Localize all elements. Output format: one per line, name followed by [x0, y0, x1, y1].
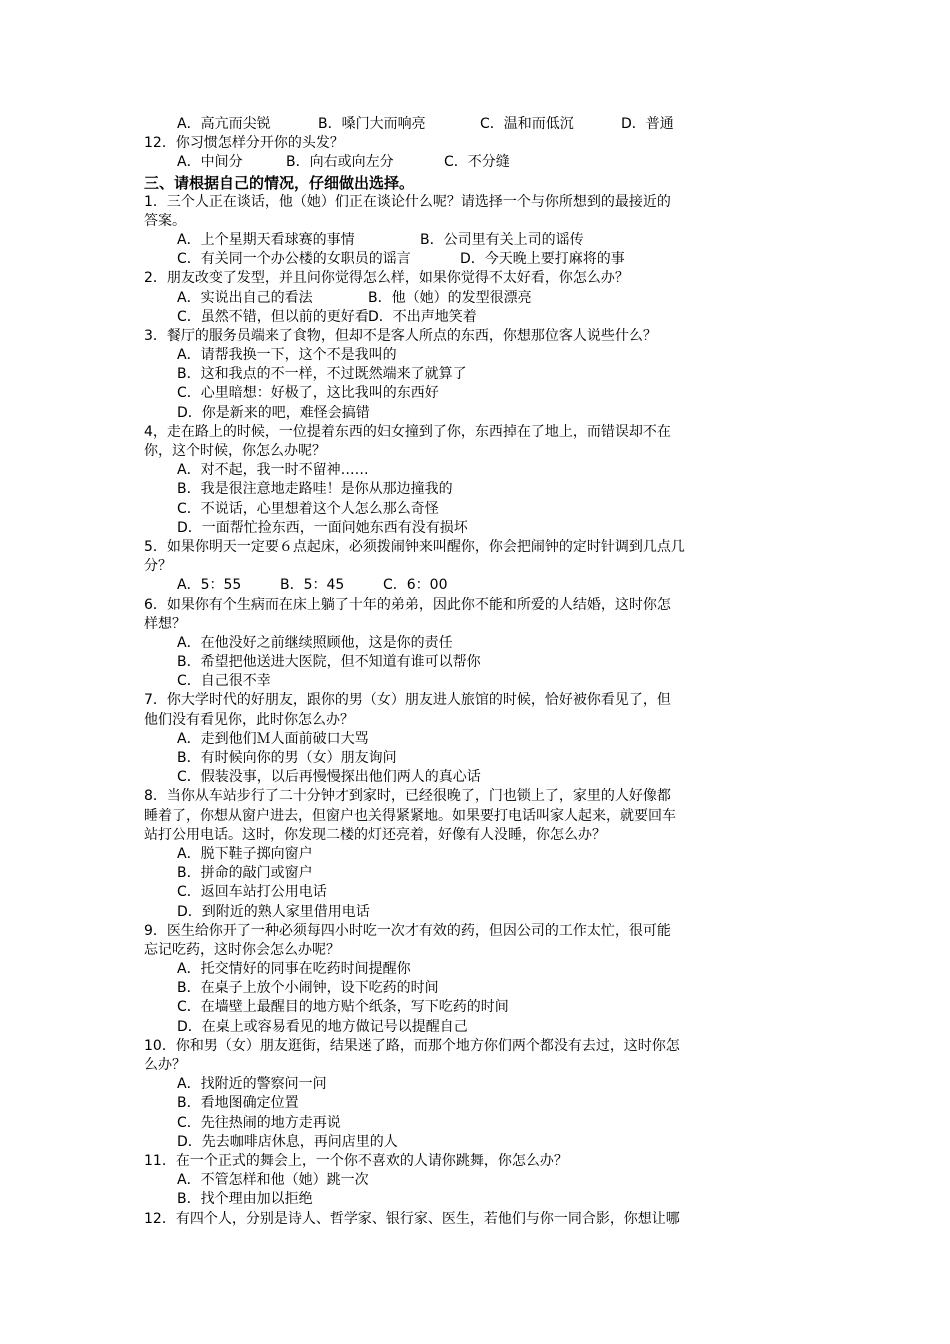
option: D．一面帮忙捡东西，一面问她东西有没有损坏 [177, 519, 468, 536]
option: B．5：45 [280, 577, 345, 594]
option: A．请帮我换一下，这个不是我叫的 [177, 347, 397, 364]
option: B．我是很注意地走路哇！是你从那边撞我的 [177, 481, 453, 498]
option: D．在桌上或容易看见的地方做记号以提醒自己 [177, 1018, 468, 1035]
question-text: 答案。 [144, 212, 186, 229]
option-row [144, 289, 794, 308]
question-block [144, 538, 794, 596]
option: B．公司里有关上司的谣传 [420, 231, 584, 248]
option-row [144, 461, 794, 480]
question-text: 6．如果你有个生病而在床上躺了十年的弟弟，因此你不能和所爱的人结婚，这时你怎 [144, 596, 671, 613]
q11-prev-options [144, 115, 794, 134]
option-row [144, 883, 794, 902]
question-block [144, 269, 794, 327]
question-text: 分？ [144, 558, 172, 575]
option: A．上个星期天看球赛的事情 [177, 231, 355, 248]
question-text: 忘记吃药，这时你会怎么办呢？ [144, 941, 340, 958]
option-row [144, 903, 794, 922]
question-text: 你，这个时候，你怎么办呢？ [144, 443, 326, 459]
option-row [144, 308, 794, 327]
question-text: 5．如果你明天一定要６点起床，必须拨闹钟来叫醒你，你会把闹钟的定时针调到几点几 [144, 538, 685, 555]
option-row [144, 1133, 794, 1152]
option: B．向右或向左分 [286, 154, 394, 171]
question-text: 4，走在路上的时候，一位提着东西的妇女撞到了你，东西掉在了地上，而错误却不在 [144, 423, 671, 440]
question-text: 站打公用电话。这时，你发现二楼的灯还亮着，好像有人没睡，你怎么办？ [144, 826, 606, 843]
option-row [144, 672, 794, 691]
option: D．你是新来的吧，难怪会搞错 [177, 404, 370, 421]
option: C．有关同一个办公楼的女职员的谣言 [177, 251, 411, 268]
option: C．不分缝 [444, 154, 510, 171]
question-text: 11．在一个正式的舞会上，一个你不喜欢的人请你跳舞，你怎么办？ [144, 1152, 568, 1169]
question-text: 12．有四个人，分别是诗人、哲学家、银行家、医生，若他们与你一同合影，你想让哪 [144, 1210, 680, 1227]
option-row [144, 749, 794, 768]
question-text: 1．三个人正在谈话，他（她）们正在谈论什么呢？请选择一个与你所想到的最接近的 [144, 193, 671, 210]
page-content [144, 115, 794, 1229]
question-block [144, 193, 794, 270]
question-text: 么办？ [144, 1057, 186, 1073]
option-row [144, 730, 794, 749]
option-row [144, 768, 794, 787]
option-row [144, 480, 794, 499]
option-row [144, 845, 794, 864]
question-text: 9．医生给你开了一种必须每四小时吃一次才有效的药，但因公司的工作太忙，很可能 [144, 922, 671, 939]
question-text: 睡着了，你想从窗户进去，但窗户也关得紧紧地。如果要打电话叫家人起来，就要回车 [144, 807, 676, 824]
option-row [144, 384, 794, 403]
option-row [144, 998, 794, 1017]
question-block [144, 423, 794, 538]
question-block [144, 1152, 794, 1210]
question-text: 他们没有看见你，此时你怎么办？ [144, 711, 354, 728]
option: A．高亢而尖锐 [177, 116, 271, 132]
option: C．虽然不错，但以前的更好看 [177, 308, 369, 325]
option: A．5：55 [177, 577, 242, 594]
option-row [144, 365, 794, 384]
option-row [144, 960, 794, 979]
option: C．不说话，心里想着这个人怎么那么奇怪 [177, 500, 439, 517]
question-block [144, 327, 794, 423]
question-block [144, 787, 794, 921]
question-text: 12．你习惯怎样分开你的头发？ [144, 135, 344, 152]
option: D．不出声地笑着 [368, 308, 477, 325]
option: B．他（她）的发型很漂亮 [368, 289, 532, 306]
option-row [144, 634, 794, 653]
question-text: 样想？ [144, 615, 186, 632]
option: A．对不起，我一时不留神…… [177, 462, 369, 479]
option-row [144, 404, 794, 423]
option: B．这和我点的不一样，不过既然端来了就算了 [177, 366, 467, 383]
option: B．看地图确定位置 [177, 1095, 299, 1112]
option: C．心里暗想：好极了，这比我叫的东西好 [177, 385, 439, 402]
option: A．在他没好之前继续照顾他，这是你的责任 [177, 634, 453, 651]
option: C．6：00 [383, 577, 448, 594]
option: B．在桌子上放个小闹钟，设下吃药的时间 [177, 980, 439, 997]
option-row [144, 1114, 794, 1133]
question-block [144, 922, 794, 1037]
option: C．先往热闹的地方走再说 [177, 1114, 341, 1131]
option-row [144, 1075, 794, 1094]
option-row [144, 250, 794, 269]
option-row [144, 1018, 794, 1037]
option: B．希望把他送进大医院，但不知道有谁可以帮你 [177, 654, 481, 671]
option-row [144, 1190, 794, 1209]
option: C．在墙壁上最醒目的地方贴个纸条，写下吃药的时间 [177, 999, 509, 1016]
q12-prev-options [144, 153, 794, 172]
option: A．实说出自己的看法 [177, 289, 313, 306]
question-text: 7．你大学时代的好朋友，跟你的男（女）朋友进人旅馆的时候，恰好被你看见了，但 [144, 692, 671, 709]
option: C．假装没事，以后再慢慢探出他们两人的真心话 [177, 769, 481, 786]
option: A．中间分 [177, 154, 243, 171]
option-row [144, 1094, 794, 1113]
option-row [144, 653, 794, 672]
question-block [144, 1210, 794, 1229]
question-text: 2．朋友改变了发型，并且问你觉得怎么样，如果你觉得不太好看，你怎么办？ [144, 270, 629, 287]
question-list [144, 193, 794, 1229]
option: B．拼命的敲门或窗户 [177, 865, 313, 882]
option: C．返回车站打公用电话 [177, 884, 327, 901]
option: D．今天晚上要打麻将的事 [460, 251, 625, 268]
option: B．找个理由加以拒绝 [177, 1191, 313, 1208]
option: A．找附近的警察问一问 [177, 1076, 327, 1093]
option: A．不管怎样和他（她）跳一次 [177, 1172, 369, 1189]
section-heading: 三、请根据自己的情况，仔细做出选择。 [144, 173, 415, 192]
option-row [144, 346, 794, 365]
option: A．托交情好的同事在吃药时间提醒你 [177, 961, 411, 978]
option: B．有时候向你的男（女）朋友询问 [177, 750, 397, 766]
option: C．自己很不幸 [177, 673, 271, 690]
question-block [144, 1037, 794, 1152]
question-text: 8．当你从车站步行了二十分钟才到家时，已经很晚了，门也锁上了，家里的人好像都 [144, 788, 671, 805]
option: A．走到他们Ｍ人面前破口大骂 [177, 730, 369, 747]
option: D．普通 [621, 116, 674, 132]
question-text: 10．你和男（女）朋友逛街，结果迷了路，而那个地方你们两个都没有去过，这时你怎 [144, 1037, 680, 1054]
option-row [144, 864, 794, 883]
option-row [144, 576, 794, 595]
option-row [144, 500, 794, 519]
option: D．先去咖啡店休息，再问店里的人 [177, 1133, 398, 1150]
option-row [144, 519, 794, 538]
option-row [144, 1171, 794, 1190]
option: B．嗓门大而响亮 [318, 116, 426, 132]
question-block [144, 691, 794, 787]
option-row [144, 979, 794, 998]
option: A．脱下鞋子掷向窗户 [177, 845, 313, 862]
question-text: 3．餐厅的服务员端来了食物，但却不是客人所点的东西，你想那位客人说些什么？ [144, 327, 657, 344]
option-row [144, 231, 794, 250]
option: C．温和而低沉 [480, 116, 574, 132]
question-block [144, 596, 794, 692]
option: D．到附近的熟人家里借用电话 [177, 903, 370, 920]
